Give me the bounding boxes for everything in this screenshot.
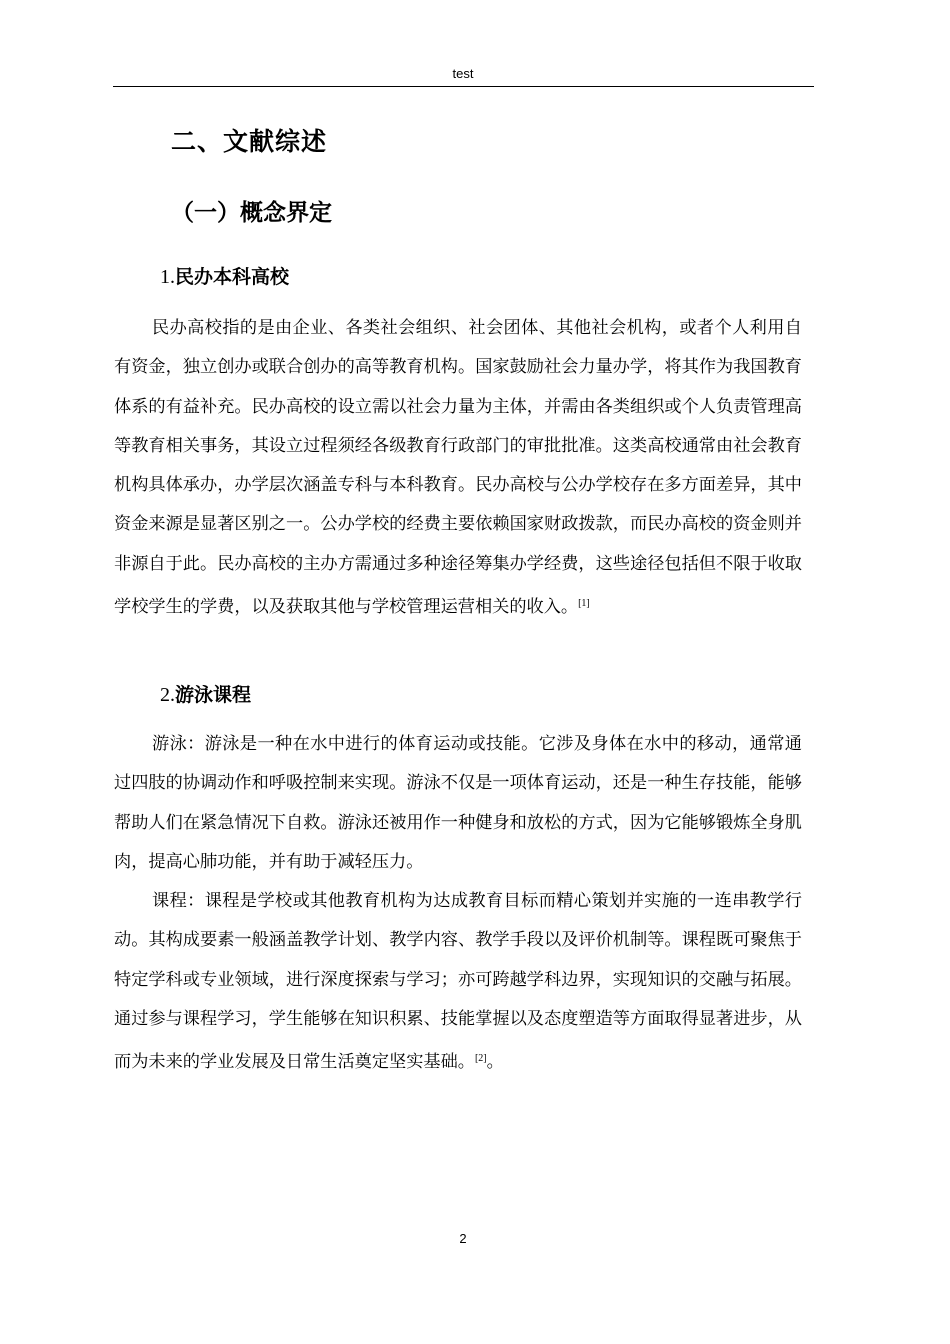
topic1-paragraph xyxy=(114,309,802,627)
topic2-title: 游泳课程 xyxy=(175,684,252,706)
topic2-paragraph-swimming: 游泳：游泳是一种在水中进行的体育运动或技能。它涉及身体在水中的移动，通常通过四肢的协调动作和呼吸控制来实现。游泳不仅是一项体育运动，还是一种生存技能，能够帮助人们在紧急情况下自救。游泳还被用作一种健身和放松的方式，因为它能够锻炼全身肌肉，提高心肺功能，并有助于减轻压力。 xyxy=(114,734,802,872)
subsection-title: （一）概念界定 xyxy=(171,200,332,226)
topic1-number: 1. xyxy=(160,266,175,288)
citation-1: [1] xyxy=(578,598,590,610)
topic2-paragraph-curriculum xyxy=(114,882,802,1082)
citation-2: [2] xyxy=(474,1053,487,1065)
topic2-number: 2. xyxy=(160,684,175,706)
topic1-paragraph-text: 民办高校指的是由企业、各类社会组织、社会团体、其他社会机构，或者个人利用自有资金，独立创办或联合创办的高等教育机构。国家鼓励社会力量办学，将其作为我国教育体系的有益补充。民办高校的设立需以社会力量为主体，并需由各类组织或个人负责管理高等教育相关事务，其设立过程须经各级教育行政部门的审批批准。这类高校通常由社会教育机构具体承办，办学层次涵盖专科与本科教育。民办高校与公办学校存在多方面差异，其中资金来源是显著区别之一。公办学校的经费主要依赖国家财政拨款，而民办高校的资金则并非源自于此。民办高校的主办方需通过多种途径筹集办学经费，这些途径包括但不限于收取学校学生的学费，以及获取其他与学校管理运营相关的收入。 xyxy=(114,318,802,618)
topic1-title: 民办本科高校 xyxy=(175,266,290,288)
topic2-paragraph-text: 课程：课程是学校或其他教育机构为达成教育目标而精心策划并实施的一连串教学行动。其构成要素一般涵盖教学计划、教学内容、教学手段以及评价机制等。课程既可聚焦于特定学科或专业领域，进行深度探索与学习；亦可跨越学科边界，实现知识的交融与拓展。通过参与课程学习，学生能够在知识积累、技能掌握以及态度塑造等方面取得显著进步，从而为未来的学业发展及日常生活奠定坚实基础。 xyxy=(114,891,802,1073)
header-rule xyxy=(113,86,814,87)
section-title: 二、文献综述 xyxy=(171,127,328,156)
topic1-heading xyxy=(160,262,289,289)
page-number: 2 xyxy=(459,1231,467,1246)
page-header: test xyxy=(452,66,474,81)
topic2-heading xyxy=(160,680,251,707)
trailing-period: 。 xyxy=(486,1052,504,1073)
